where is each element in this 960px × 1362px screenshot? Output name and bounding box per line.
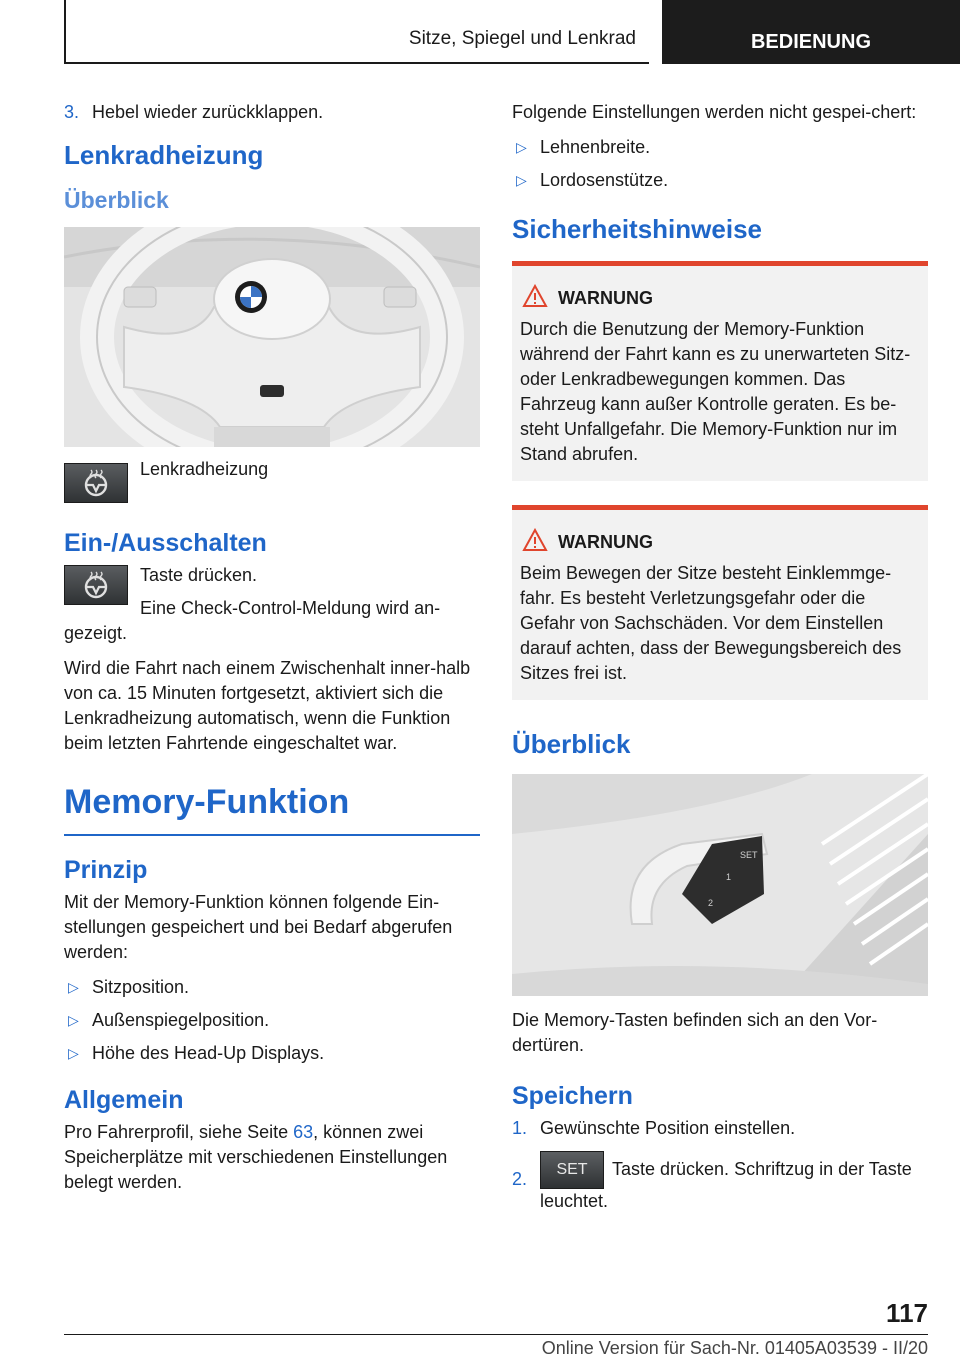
memory-heading: Memory-Funktion <box>64 780 480 836</box>
step-number: 2. <box>512 1169 528 1189</box>
door-memory-buttons-photo <box>512 774 928 996</box>
speichern-heading: Speichern <box>512 1082 633 1110</box>
sicherheit-heading: Sicherheitshinweise <box>512 214 762 244</box>
triangle-bullet-icon: ▷ <box>68 1012 79 1028</box>
footer-version-text: Online Version für Sach-Nr. 01405A03539 - II/20 <box>541 1338 928 1358</box>
not-saved-intro: Folgende Einstellungen werden nicht gespei-chert: <box>512 102 917 122</box>
page-number: 117 <box>886 1298 928 1328</box>
step-text-block <box>540 1151 928 1214</box>
step-2 <box>512 1151 928 1214</box>
heated-steering-wheel-button-icon <box>64 565 128 605</box>
warning-box-2 <box>512 505 928 700</box>
list-item: ▷ Lordosenstütze. <box>512 168 928 193</box>
triangle-bullet-icon: ▷ <box>516 172 527 188</box>
footer-rule <box>64 1334 928 1335</box>
prinzip-heading: Prinzip <box>64 856 148 884</box>
lenkradheizung-heading: Lenkradheizung <box>64 140 264 170</box>
ueberblick-heading-left: Überblick <box>64 187 169 213</box>
ueberblick-heading-right: Überblick <box>512 729 631 759</box>
triangle-bullet-icon: ▷ <box>68 979 79 995</box>
einaus-p1: Taste drücken. <box>140 565 258 585</box>
header-chapter: Sitze, Spiegel und Lenkrad <box>408 28 636 49</box>
header-rule-left <box>64 0 66 64</box>
list-item: ▷ Sitzposition. <box>64 975 480 1000</box>
list-item: ▷ Außenspiegelposition. <box>64 1008 480 1033</box>
door-one-label: 1 <box>726 872 732 882</box>
warning-title: WARNUNG <box>558 530 920 555</box>
step-text: Hebel wieder zurückklappen. <box>92 102 324 122</box>
warning-box-1 <box>512 261 928 481</box>
einaus-p3: Wird die Fahrt nach einem Zwischenhalt inner-halb von ca. 15 Minuten fortgesetzt, aktiviert sich die Lenkradheizung automatisch, wenn die Funktion beim letzten Fahrtende eingeschaltet war. <box>64 658 471 753</box>
step-3 <box>64 100 480 125</box>
right-column <box>512 100 928 1224</box>
triangle-bullet-icon: ▷ <box>68 1045 79 1061</box>
door-two-label: 2 <box>708 898 714 908</box>
heated-steering-wheel-icon <box>64 463 128 503</box>
allgemein-paragraph: Pro Fahrerprofil, siehe Seite 63, können zwei Speicherplätze mit verschiedenen Einstellungen belegt werden. <box>64 1122 448 1192</box>
steering-icon-row <box>64 459 480 507</box>
warning-title: WARNUNG <box>558 286 920 311</box>
step-1 <box>512 1116 928 1141</box>
allgemein-heading: Allgemein <box>64 1086 184 1114</box>
step-text: Taste drücken. Schriftzug in der Taste leuchtet. <box>540 1158 912 1211</box>
left-column <box>64 100 480 1205</box>
steering-wheel-photo <box>64 227 480 447</box>
warning-text: Durch die Benutzung der Memory-Funktion während der Fahrt kann es zu unerwarteten Sitz- oder Lenkradbewegungen kommen. Das Fahrzeug kann außer Kontrolle geraten. Es be-steht Unfallgefahr. Die Memory-Funktion nur im Stand abrufen. <box>520 319 911 464</box>
prinzip-paragraph: Mit der Memory-Funktion können folgende Ein-stellungen gespeichert und bei Bedarf abgerufen werden: <box>64 892 453 962</box>
step-text: Gewünschte Position einstellen. <box>540 1118 796 1138</box>
triangle-bullet-icon: ▷ <box>516 139 527 155</box>
warning-triangle-icon <box>522 284 548 308</box>
list-item: ▷ Lehnenbreite. <box>512 135 928 160</box>
warning-triangle-icon <box>522 528 548 552</box>
set-button-icon: SET <box>540 1151 604 1189</box>
warning-text: Beim Bewegen der Sitze besteht Einklemmge-fahr. Es besteht Verletzungsgefahr oder die Gefahr von Sachschäden. Vor dem Einstellen darauf achten, dass der Bewegungsbereich des Sitzes frei ist. <box>520 563 902 683</box>
einaus-heading: Ein-/Ausschalten <box>64 529 267 557</box>
steering-icon-label: Lenkradheizung <box>140 459 269 479</box>
list-item: ▷ Höhe des Head-Up Displays. <box>64 1041 480 1066</box>
header-section-tab: BEDIENUNG <box>662 0 960 64</box>
einaus-block <box>64 563 480 646</box>
page-link-63[interactable]: 63 <box>293 1122 314 1142</box>
header-rule-bottom <box>64 62 649 64</box>
photo-caption: Die Memory-Tasten befinden sich an den Vor-dertüren. <box>512 1010 878 1055</box>
door-set-label: SET <box>740 850 758 860</box>
einaus-p2: Eine Check-Control-Meldung wird an-gezeigt. <box>64 598 441 643</box>
step-number: 1. <box>512 1118 528 1138</box>
step-number: 3. <box>64 102 80 122</box>
